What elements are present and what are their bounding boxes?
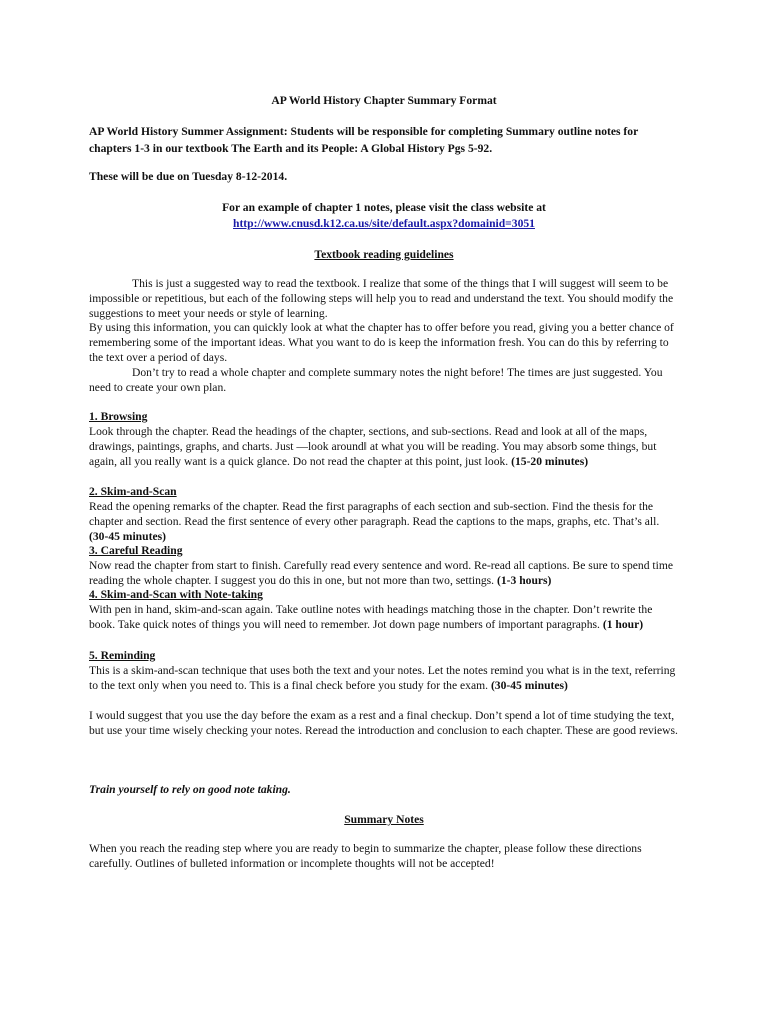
document-title: AP World History Chapter Summary Format (271, 94, 497, 107)
step-2-heading: 2. Skim-and-Scan (89, 485, 177, 498)
assignment-paragraph: AP World History Summer Assignment: Students will be responsible for completing Summary outline notes for chapters 1-3 in our textbook The Earth and its People: A Global History Pgs 5-92. (89, 125, 639, 155)
step-5-text: This is a skim-and-scan technique that uses both the text and your notes. Let the notes remind you what is in the text, referring to the text only when you need to. This is a final check before you study for the exam. (89, 664, 676, 692)
step-4-body (89, 603, 679, 633)
due-date-text: These will be due on Tuesday 8-12-2014. (89, 170, 288, 183)
step-2-time: (30-45 minutes) (89, 529, 166, 543)
example-link-line (89, 217, 679, 232)
summary-notes-paragraph: When you reach the reading step where you are ready to begin to summarize the chapter, please follow these directions carefully. Outlines of bulleted information or incomplete thoughts will not be accepted! (89, 842, 642, 870)
step-3-text: Now read the chapter from start to finish. Carefully read every sentence and word. Re-read all captions. Be sure to spend time reading the whole chapter. I suggest you do this in one, but not more than two, settings. (89, 559, 673, 587)
step-3-body (89, 559, 679, 589)
step-3-time: (1-3 hours) (496, 573, 552, 587)
step-4-text: With pen in hand, skim-and-scan again. Take outline notes with headings matching those in the chapter. Don’t rewrite the book. Take quick notes of things you will need to remember. Jot down page numbers of important paragraphs. (89, 603, 653, 631)
step-1-body (89, 425, 679, 469)
intro-paragraph-3: Don’t try to read a whole chapter and complete summary notes the night before! The times are just suggested. You need to create your own plan. (89, 366, 663, 394)
step-2-body (89, 500, 679, 544)
closing-paragraph: I would suggest that you use the day before the exam as a rest and a final checkup. Don’t spend a lot of time studying the text, but use your time wisely checking your notes. Reread the introduction and conclusion to each chapter. These are good reviews. (89, 709, 678, 737)
tagline: Train yourself to rely on good note taking. (89, 783, 291, 796)
intro-paragraph-2: By using this information, you can quickly look at what the chapter has to offer before you read, giving you a better chance of remembering some of the important ideas. What you want to do is keep the information fresh. You can do this by referring to the text over a period of days. (89, 321, 674, 364)
step-5-body (89, 664, 679, 694)
step-1-text: Look through the chapter. Read the headings of the chapter, sections, and sub-sections. Read and look at all of the maps, drawings, paintings, graphs, and charts. Just ―look around‖ at what you will be reading. You may absorb some things, but again, all you really want is a quick glance. Do not read the chapter at this point, just look. (89, 425, 657, 468)
step-2-text: Read the opening remarks of the chapter. Read the first paragraphs of each section and sub-section. Find the thesis for the chapter and section. Read the first sentence of every other paragraph. Read the captions to the maps, graphs, etc. That’s all. (89, 500, 660, 528)
step-5-time: (30-45 minutes) (490, 678, 568, 692)
step-4-heading: 4. Skim-and-Scan with Note-taking (89, 588, 263, 601)
step-1-heading: 1. Browsing (89, 410, 148, 423)
step-1-time: (15-20 minutes) (511, 454, 589, 468)
class-website-link[interactable]: http://www.cnusd.k12.ca.us/site/default.aspx?domainid=3051 (233, 217, 535, 230)
step-3-heading: 3. Careful Reading (89, 544, 183, 557)
step-4-time: (1 hour) (602, 617, 644, 631)
summary-notes-heading: Summary Notes (344, 813, 424, 826)
example-text: For an example of chapter 1 notes, please visit the class website at (222, 201, 546, 214)
intro-paragraph-1: This is just a suggested way to read the textbook. I realize that some of the things that I will suggest will seem to be impossible or repetitious, but each of the following steps will help you to read and understand the text. You should modify the suggestions to meet your needs or style of learning. (89, 277, 674, 320)
step-5-heading: 5. Reminding (89, 649, 156, 662)
guidelines-heading: Textbook reading guidelines (314, 248, 454, 261)
